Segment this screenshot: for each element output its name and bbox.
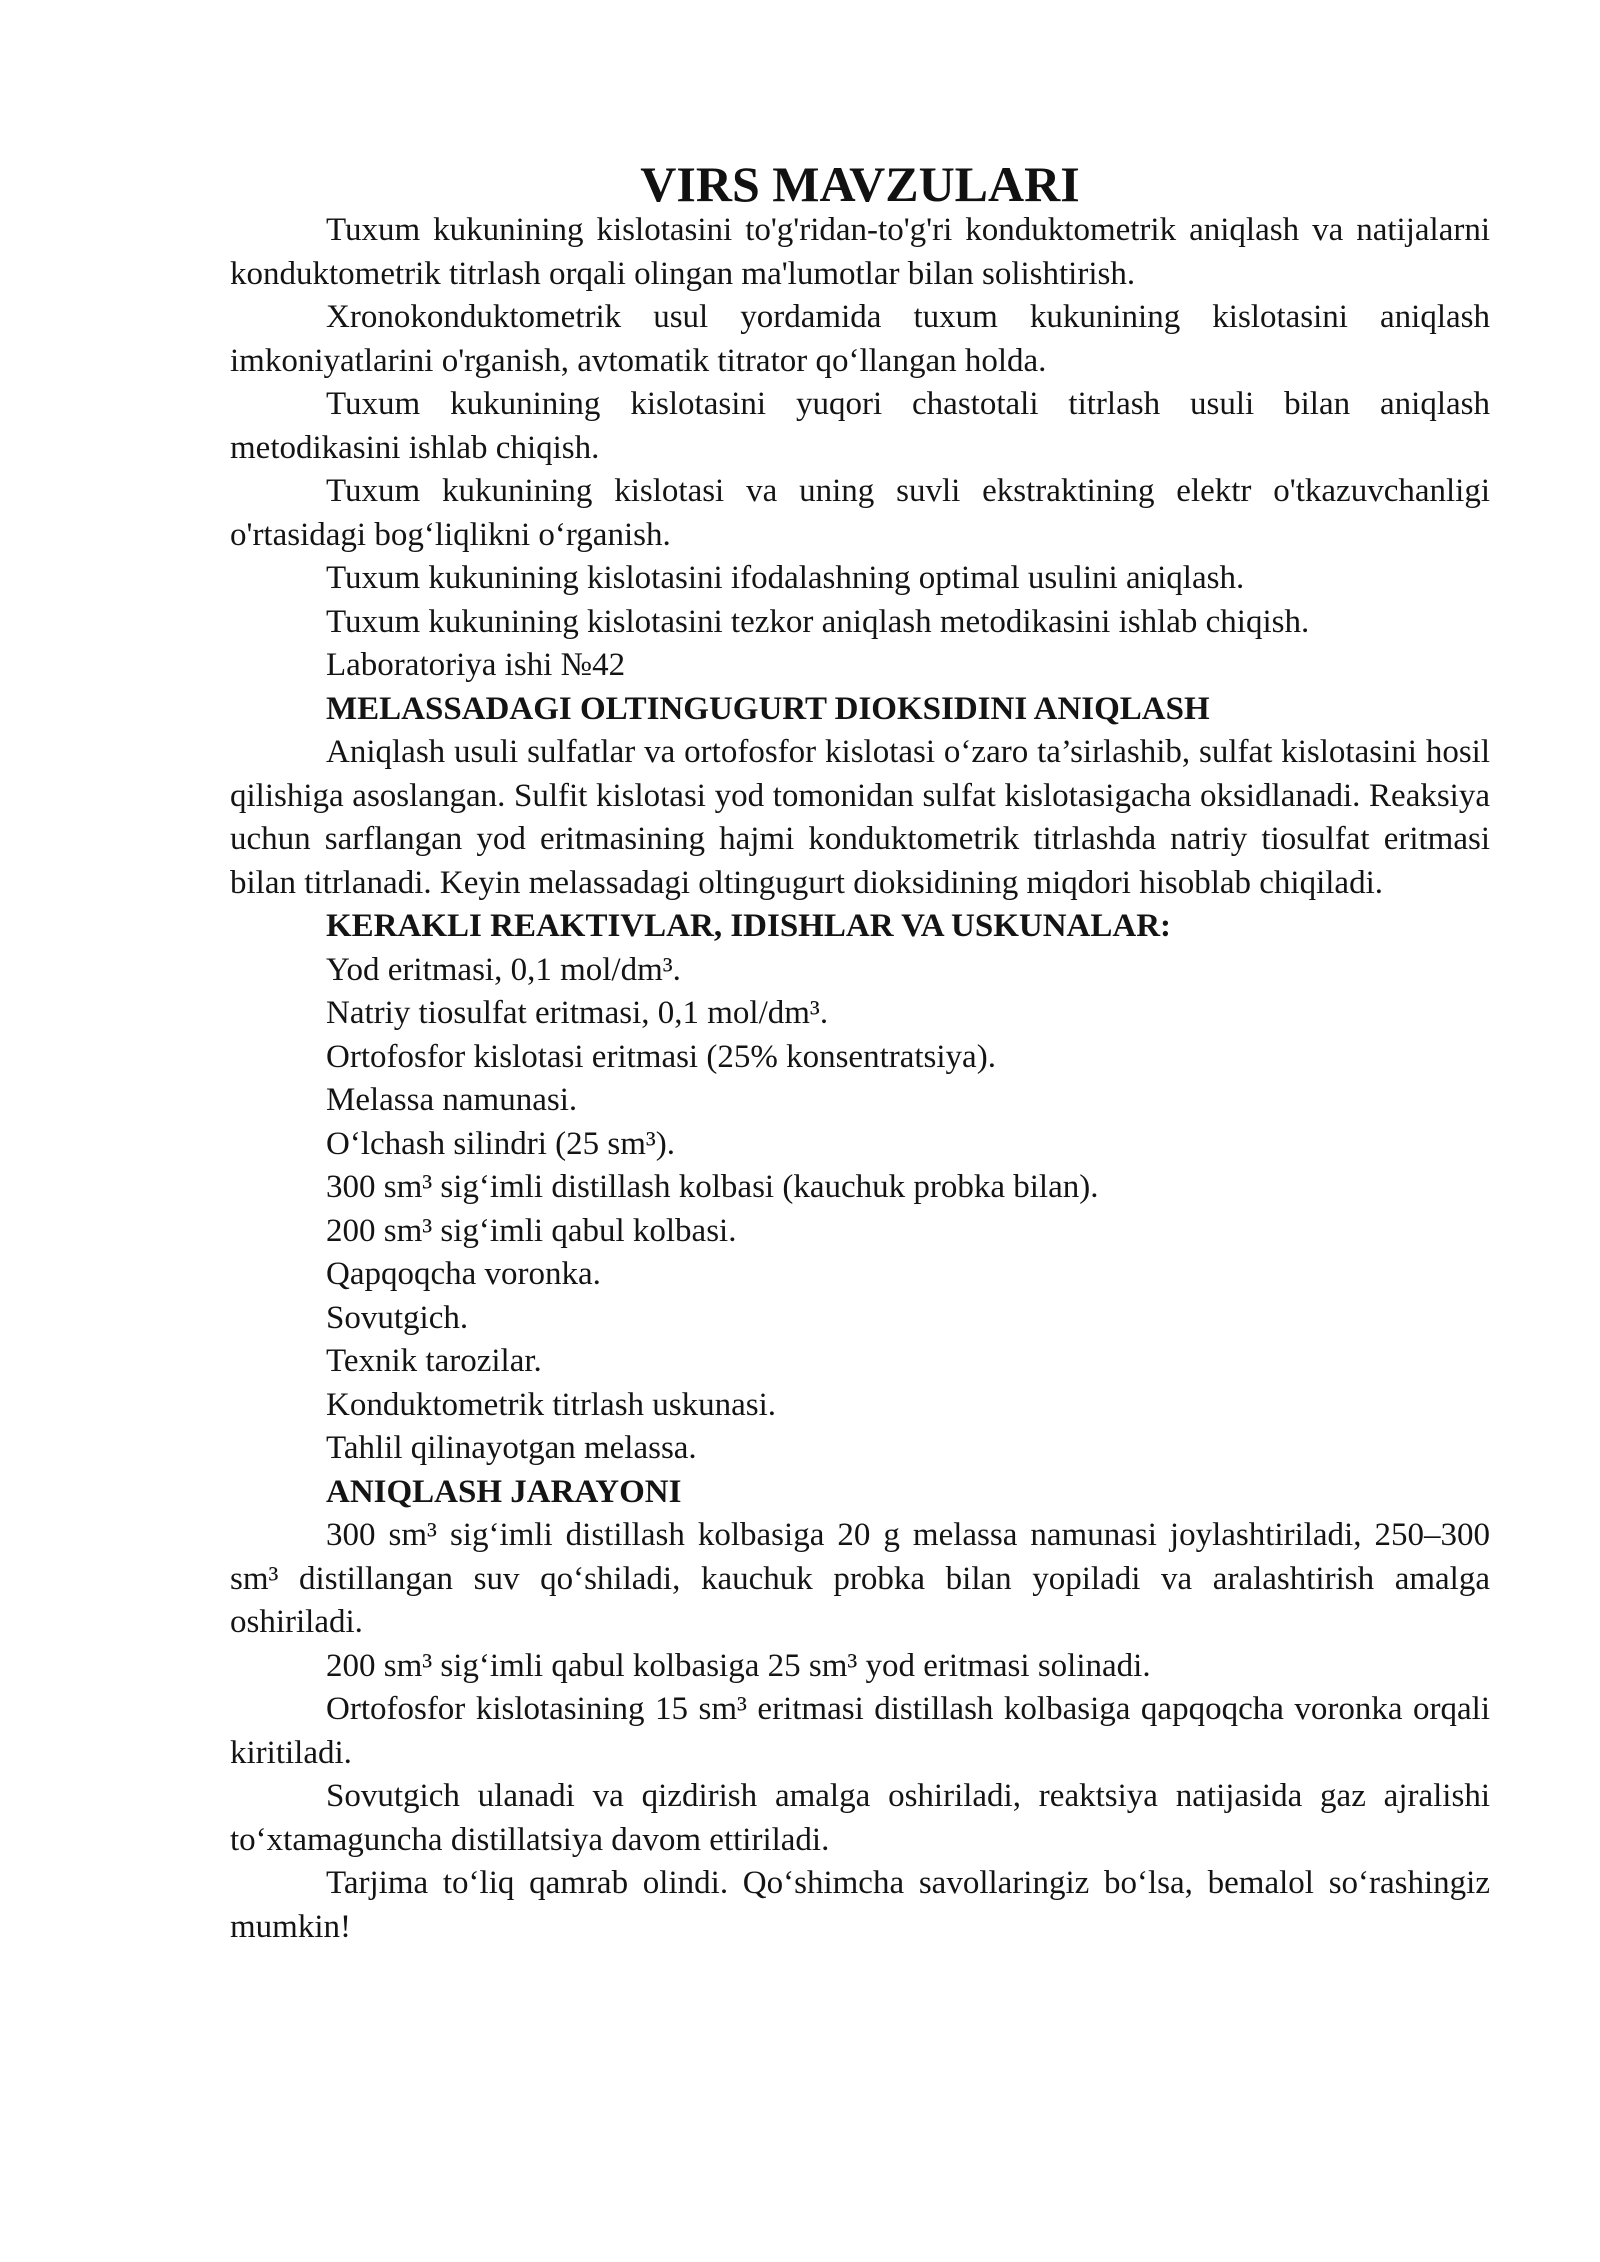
reagent-item: Tahlil qilinayotgan melassa. (326, 1430, 697, 1466)
procedure-paragraph: 200 sm³ sig‘imli qabul kolbasiga 25 sm³ yod eritmasi solinadi. (326, 1647, 1151, 1684)
procedure-paragraph: 300 sm³ sig‘imli distillash kolbasiga 20 g melassa namunasi joylashtiriladi, 250–300 sm³ distillangan suv qo‘shiladi, kauchuk probka bilan yopiladi va aralashtirish amalga oshiriladi. (230, 1517, 1490, 1640)
document-body (230, 155, 1490, 1949)
lab-title: MELASSADAGI OLTINGUGURT DIOKSIDINI ANIQLASH (326, 690, 1210, 727)
reagent-item: Texnik tarozilar. (326, 1343, 542, 1379)
reagent-item: Konduktometrik titrlash uskunasi. (326, 1386, 777, 1423)
reagent-item: 200 sm³ sig‘imli qabul kolbasi. (326, 1212, 737, 1249)
topic-paragraph: Tuxum kukunining kislotasini tezkor aniqlash metodikasini ishlab chiqish. (326, 603, 1310, 640)
closing-paragraph: Tarjima to‘liq qamrab olindi. Qo‘shimcha savollaringiz bo‘lsa, bemalol so‘rashingiz mumkin! (230, 1865, 1490, 1945)
reagent-item: Yod eritmasi, 0,1 mol/dm³. (326, 951, 681, 988)
reagent-item: Melassa namunasi. (326, 1082, 578, 1118)
reagent-item: Ortofosfor kislotasi eritmasi (25% konsentratsiya). (326, 1038, 996, 1075)
procedure-paragraph: Sovutgich ulanadi va qizdirish amalga oshiriladi, reaktsiya natijasida gaz ajralishi to‘xtamaguncha distillatsiya davom ettiriladi. (230, 1778, 1490, 1858)
procedure-steps (230, 1514, 1490, 1949)
reagent-item: Natriy tiosulfat eritmasi, 0,1 mol/dm³. (326, 995, 829, 1031)
topic-paragraph: Tuxum kukunining kislotasi va uning suvli ekstraktining elektr o'tkazuvchanligi o'rtasidagi bog‘liqlikni o‘rganish. (230, 473, 1490, 553)
topic-paragraph: Tuxum kukunining kislotasini to'g'ridan-to'g'ri konduktometrik aniqlash va natijalarni konduktometrik titrlash orqali olingan ma'lumotlar bilan solishtirish. (230, 212, 1490, 292)
lab-label: Laboratoriya ishi №42 (326, 647, 626, 683)
topic-paragraph: Xronokonduktometrik usul yordamida tuxum kukunining kislotasini aniqlash imkoniyatlarini o'rganish, avtomatik titrator qo‘llangan holda. (230, 299, 1490, 379)
page-title: VIRS MAVZULARI (640, 156, 1080, 212)
reagents-list (230, 949, 1490, 1471)
reagent-item: O‘lchash silindri (25 sm³). (326, 1125, 676, 1162)
procedure-heading: ANIQLASH JARAYONI (326, 1473, 682, 1510)
reagent-item: Sovutgich. (326, 1299, 469, 1336)
topic-paragraph: Tuxum kukunining kislotasini ifodalashning optimal usulini aniqlash. (326, 560, 1245, 596)
reagent-item: 300 sm³ sig‘imli distillash kolbasi (kauchuk probka bilan). (326, 1169, 1099, 1205)
topics-list (230, 209, 1490, 644)
method-paragraph: Aniqlash usuli sulfatlar va ortofosfor kislotasi o‘zaro ta’sirlashib, sulfat kislotasini hosil qilishiga asoslangan. Sulfit kislotasi yod tomonidan sulfat kislotasigacha oksidlanadi. Reaksiya uchun sarflangan yod eritmasining hajmi konduktometrik titrlashda natriy tiosulfat eritmasi bilan titrlanadi. Keyin melassadagi oltingugurt dioksidining miqdori hisoblab chiqiladi. (230, 734, 1490, 901)
topic-paragraph: Tuxum kukunining kislotasini yuqori chastotali titrlash usuli bilan aniqlash metodikasini ishlab chiqish. (230, 386, 1490, 466)
procedure-paragraph: Ortofosfor kislotasining 15 sm³ eritmasi distillash kolbasiga qapqoqcha voronka orqali kiritiladi. (230, 1691, 1490, 1771)
reagents-heading: KERAKLI REAKTIVLAR, IDISHLAR VA USKUNALAR: (326, 908, 1172, 944)
reagent-item: Qapqoqcha voronka. (326, 1256, 601, 1292)
